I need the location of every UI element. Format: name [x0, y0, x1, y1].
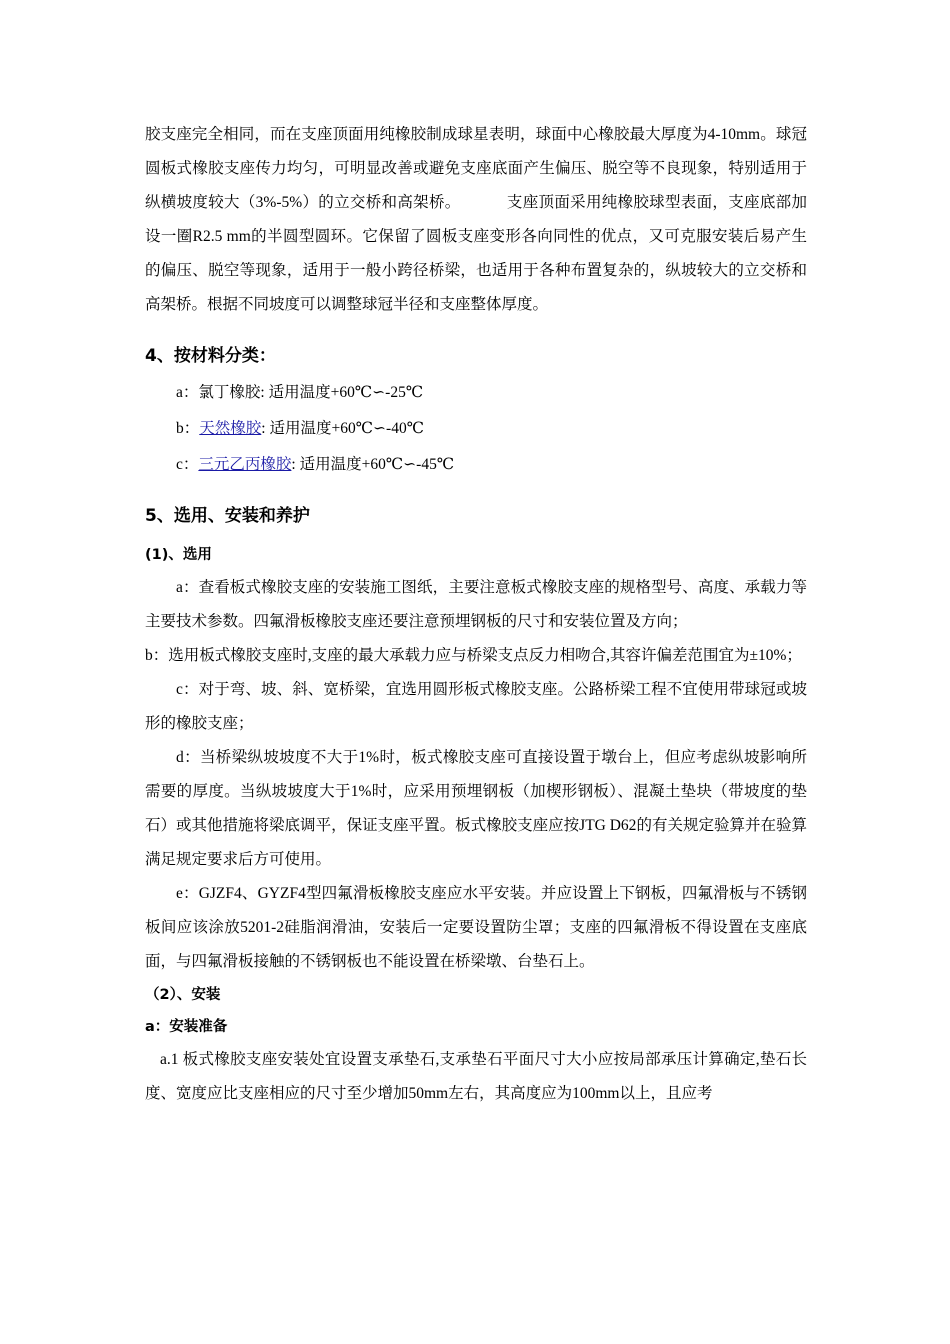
link-epdm-rubber[interactable]: 三元乙丙橡胶: [198, 456, 292, 473]
selection-paragraph-b: b：选用板式橡胶支座时,支座的最大承载力应与桥梁支点反力相吻合,其容许偏差范围宜为±10%；: [145, 647, 802, 664]
installation-preparation-heading: a：安装准备: [145, 1019, 228, 1035]
material-item-b: b：天然橡胶: 适用温度+60℃∽-40℃: [176, 420, 425, 437]
material-item-a: a：氯丁橡胶: 适用温度+60℃∽-25℃: [176, 384, 424, 401]
selection-paragraph-c: c：对于弯、坡、斜、宽桥梁，宜选用圆形板式橡胶支座。公路桥梁工程不宜使用带球冠或坡形的橡胶支座；: [145, 681, 807, 732]
subsection-installation-heading: （2）、安装: [145, 987, 221, 1003]
intro-paragraph: [145, 118, 807, 322]
material-item-c: c：三元乙丙橡胶: 适用温度+60℃∽-45℃: [176, 456, 455, 473]
material-name-a: 氯丁橡胶: [198, 384, 261, 401]
intro-text-2: 支座顶面采用纯橡胶球型表面，支座底部加设一圈R2.5 mm的半圆型圆环。它保留了圆板支座变形各向同性的优点，又可克服安装后易产生的偏压、脱空等现象，适用于一般小跨径桥梁，也适用于各种布置复杂的，纵坡较大的立交桥和高架桥。根据不同坡度可以调整球冠半径和支座整体厚度。: [145, 194, 807, 313]
link-natural-rubber[interactable]: 天然橡胶: [199, 420, 262, 437]
installation-paragraph-a1: a.1 板式橡胶支座安装处宜设置支承垫石,支承垫石平面尺寸大小应按局部承压计算确定,垫石长度、宽度应比支座相应的尺寸至少增加50mm左右，其高度应为100mm以上，且应考: [145, 1051, 807, 1102]
selection-paragraph-e: e：GJZF4、GYZF4型四氟滑板橡胶支座应水平安装。并应设置上下钢板，四氟滑板与不锈钢板间应该涂放5201-2硅脂润滑油，安装后一定要设置防尘罩；支座的四氟滑板不得设置在支座底面，与四氟滑板接触的不锈钢板也不能设置在桥梁墩、台垫石上。: [145, 885, 807, 970]
section-4-heading: 4、按材料分类：: [145, 346, 276, 366]
subsection-selection-heading: (1)、选用: [145, 547, 212, 563]
section-5-heading: 5、选用、安装和养护: [145, 506, 310, 526]
selection-paragraph-d: d：当桥梁纵坡坡度不大于1%时，板式橡胶支座可直接设置于墩台上，但应考虑纵坡影响所需要的厚度。当纵坡坡度大于1%时，应采用预埋钢板（加楔形钢板）、混凝土垫块（带坡度的垫石）或其他措施将梁底调平，保证支座平置。板式橡胶支座应按JTG D62的有关规定验算并在验算满足规定要求后方可使用。: [145, 749, 807, 868]
document-body: [145, 118, 807, 1111]
selection-paragraph-a: a：查看板式橡胶支座的安装施工图纸，主要注意板式橡胶支座的规格型号、高度、承载力等主要技术参数。四氟滑板橡胶支座还要注意预埋钢板的尺寸和安装位置及方向；: [145, 579, 807, 630]
intro-text-1: 胶支座完全相同，而在支座顶面用纯橡胶制成球星表明，球面中心橡胶最大厚度为4-10mm。球冠圆板式橡胶支座传力均匀，可明显改善或避免支座底面产生偏压、脱空等不良现象，特别适用于纵横坡度较大（3%-5%）的立交桥和高架桥。: [145, 126, 807, 211]
